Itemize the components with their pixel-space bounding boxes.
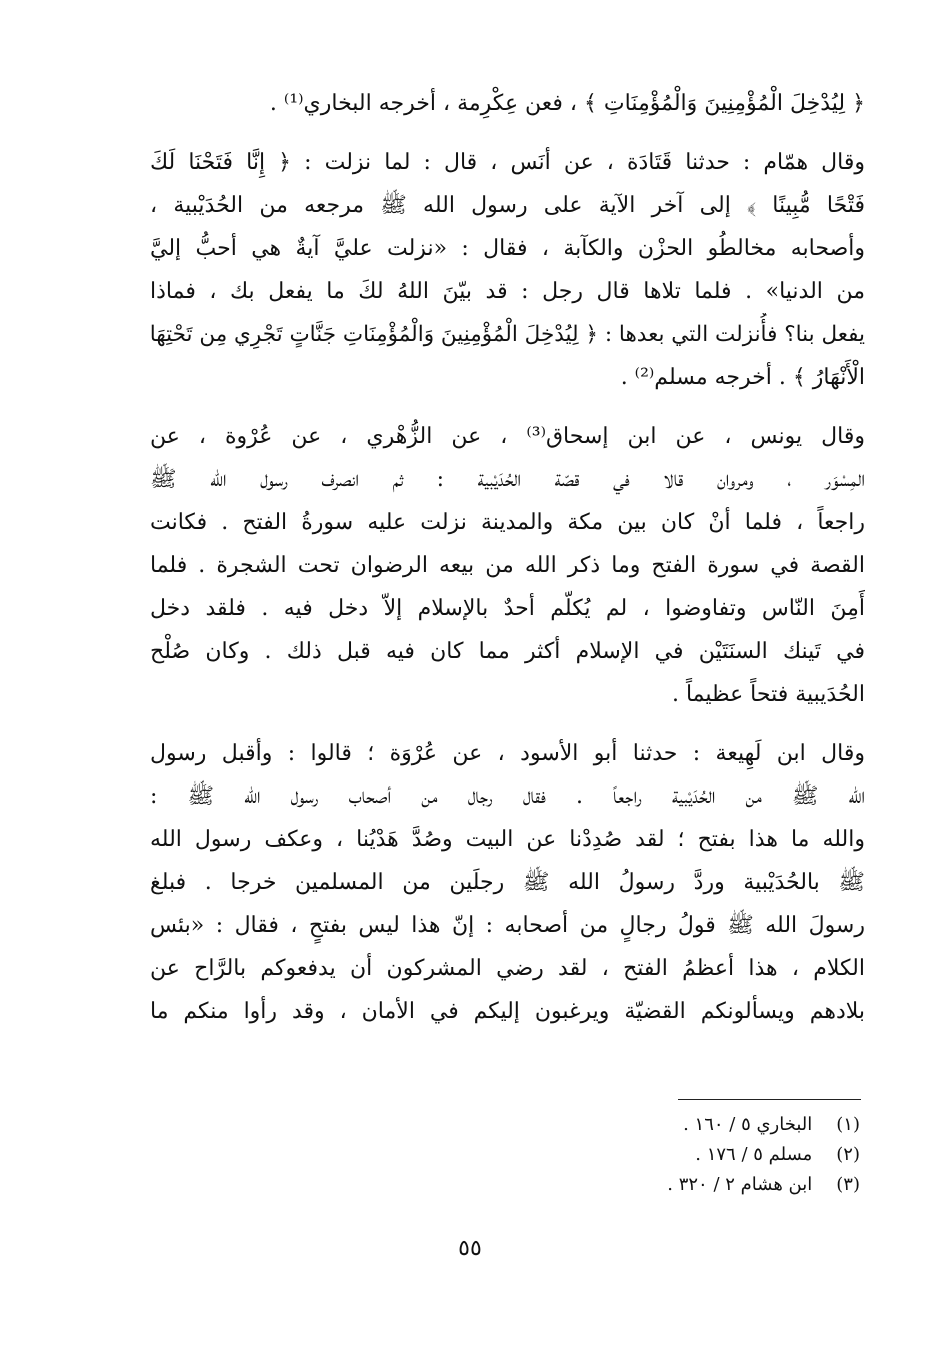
main-text xyxy=(150,82,865,1033)
paragraph-gap xyxy=(150,125,865,141)
footnote-divider xyxy=(678,1099,861,1100)
text-line: الْأَنْهَارُ ﴾ . أخرجه مسلم⁽²⁾ . xyxy=(620,365,865,390)
text-line: فَتْحًا مُّبِينًا ﴾ إلى آخر الآية على رسول الله ﷺ مرجعه من الحُدَيْبية ، xyxy=(150,193,865,218)
text-line: في تَينك السنَتَيْن في الإسلام أكثر مما كان فيه قبل ذلك . وكان صُلْح xyxy=(150,639,865,664)
text-line: رسولَ الله ﷺ قولُ رجالٍ من أصحابه : إنّ هذا ليس بفتحٍ ، فقال : «بئس xyxy=(150,913,865,938)
footnote-number: (٢) xyxy=(836,1144,860,1165)
text-line: من الدنيا» . فلما تلاها قال رجل : قد بيّنَ اللهُ لكَ ما يفعل بك ، فماذا xyxy=(150,279,865,304)
footnote-text: مسلم ٥ / ١٧٦ . xyxy=(695,1144,813,1165)
text-line: الكلام ، هذا أعظمُ الفتح ، لقد رضي المشركون أن يدفعوكم بالرَّاح عن xyxy=(150,956,865,981)
footnote-item xyxy=(460,1110,860,1140)
text-line: بلادهم ويسألونكم القضيّة ويرغبون إليكم في الأمان ، وقد رأوا منكم ما xyxy=(150,999,865,1024)
footnote-item xyxy=(460,1140,860,1170)
text-line: ﷺ بالحُدَيْبية وردَّ رسولُ الله ﷺ رجلَين من المسلمين خرجا . فبلغ xyxy=(150,870,865,895)
text-line: وقال ابن لَهِيعة : حدثنا أبو الأسود ، عن عُرْوَة ؛ قالوا : وأقبل رسول xyxy=(150,741,865,766)
text-line: راجعاً ، فلما أنْ كان بين مكة والمدينة نزلت عليه سورةُ الفتح . فكانت xyxy=(150,510,865,535)
paragraph-gap xyxy=(150,716,865,732)
text-line: والله ما هذا بفتح ؛ لقد صُدِدْنا عن البيت وصُدَّ هَدْيُنا ، وعكف رسول الله xyxy=(150,827,865,852)
text-line: وقال همّام : حدثنا قَتَادَة ، عن أنَس ، قال : لما نزلت : ﴿ إِنَّا فَتَحْنَا لَكَ xyxy=(150,150,865,175)
footnote-item xyxy=(460,1170,860,1200)
page-number: ٥٥ xyxy=(458,1236,482,1261)
text-line: يفعل بنا؟ فأُنزلت التي بعدها : ﴿ لِيُدْخِلَ الْمُؤْمِنِينَ وَالْمُؤْمِنَاتِ جَنَّاتٍ تَجْرِي مِن تَحْتِهَا xyxy=(150,322,865,347)
text-line: القصة في سورة الفتح وما ذكر الله من بيعه الرضوان تحت الشجرة . فلما xyxy=(150,553,865,578)
text-line: الحُدَيبية فتحاً عظيماً . xyxy=(671,682,865,707)
text-line: المِسْوَر ، ومروان قالا في قصّة الحُدَيْبية : ثم انصرف رسول الله ﷺ xyxy=(150,467,865,492)
text-line: وقال يونس ، عن ابن إسحاق⁽³⁾ ، عن الزُّهْري ، عن عُرْوة ، عن xyxy=(150,424,865,449)
footnote-text: ابن هشام ٢ / ٣٢٠ . xyxy=(667,1174,813,1195)
footnotes xyxy=(460,1110,860,1200)
text-line: الله ﷺ من الحُدَيْبية راجعاً . فقال رجال من أصحاب رسول الله ﷺ : xyxy=(150,784,865,809)
paragraph-gap xyxy=(150,399,865,415)
text-line: ﴿ لِيُدْخِلَ الْمُؤْمِنِينَ وَالْمُؤْمِنَاتِ ﴾ ، فعن عِكْرِمة ، أخرجه البخاري⁽¹⁾ . xyxy=(269,91,865,116)
footnote-number: (٣) xyxy=(836,1174,860,1195)
text-line: أَمِنَ النّاس وتفاوضوا ، لم يُكلّم أحدٌ بالإسلام إلاّ دخل فيه . فلقد دخل xyxy=(150,596,865,621)
text-line: وأصحابه مخالطُو الحزْن والكآبة ، فقال : «نزلت عليَّ آيةٌ هي أحبُّ إليَّ xyxy=(150,236,865,261)
footnote-number: (١) xyxy=(836,1114,860,1135)
footnote-text: البخاري ٥ / ١٦٠ . xyxy=(683,1114,813,1135)
